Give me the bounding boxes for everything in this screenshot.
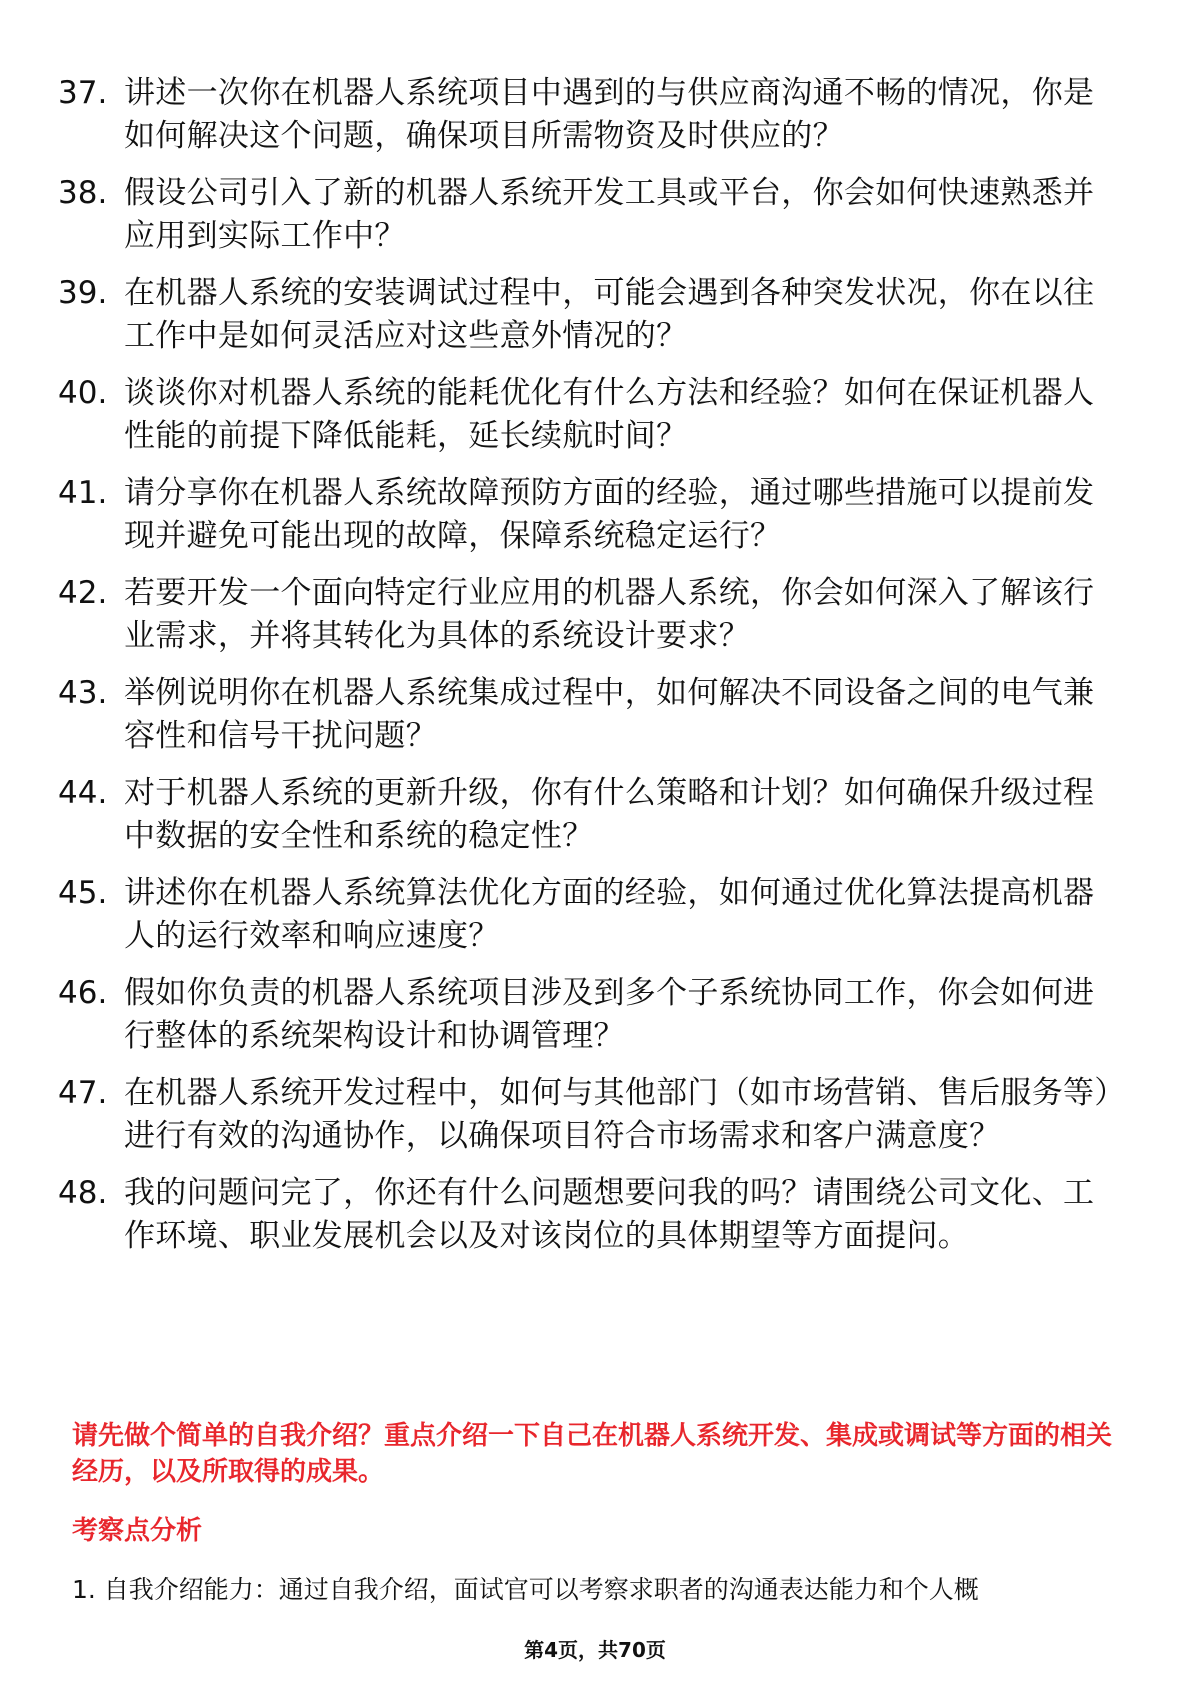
question-text: 假设公司引入了新的机器人系统开发工具或平台，你会如何快速熟悉并应用到实际工作中？: [124, 175, 1095, 254]
question-item: [58, 472, 1118, 558]
question-number: 45.: [58, 875, 108, 911]
question-text: 讲述你在机器人系统算法优化方面的经验，如何通过优化算法提高机器人的运行效率和响应速度？: [124, 875, 1095, 954]
question-text: 在机器人系统的安装调试过程中，可能会遇到各种突发状况，你在以往工作中是如何灵活应对这些意外情况的？: [124, 275, 1095, 354]
question-number: 47.: [58, 1075, 108, 1111]
question-text: 在机器人系统开发过程中，如何与其他部门（如市场营销、售后服务等）进行有效的沟通协作，以确保项目符合市场需求和客户满意度？: [124, 1075, 1111, 1154]
question-item: [58, 772, 1118, 858]
question-text: 若要开发一个面向特定行业应用的机器人系统，你会如何深入了解该行业需求，并将其转化为具体的系统设计要求？: [124, 575, 1095, 654]
question-number: 46.: [58, 975, 108, 1011]
question-item: [58, 1172, 1118, 1258]
highlight-question: 请先做个简单的自我介绍？重点介绍一下自己在机器人系统开发、集成或调试等方面的相关经历，以及所取得的成果。: [72, 1421, 1113, 1487]
question-text: 请分享你在机器人系统故障预防方面的经验，通过哪些措施可以提前发现并避免可能出现的故障，保障系统稳定运行？: [124, 475, 1095, 554]
question-text: 举例说明你在机器人系统集成过程中，如何解决不同设备之间的电气兼容性和信号干扰问题？: [124, 675, 1095, 754]
question-item: [58, 872, 1118, 958]
question-number: 43.: [58, 675, 108, 711]
section-title: 考察点分析: [72, 1516, 203, 1546]
question-number: 40.: [58, 375, 108, 411]
question-number: 39.: [58, 275, 108, 311]
question-item: [58, 272, 1118, 358]
question-number: 48.: [58, 1175, 108, 1211]
analysis-line: 1. 自我介绍能力：通过自我介绍，面试官可以考察求职者的沟通表达能力和个人概: [72, 1575, 979, 1604]
question-item: [58, 1072, 1118, 1158]
question-text: 假如你负责的机器人系统项目涉及到多个子系统协同工作，你会如何进行整体的系统架构设计和协调管理？: [124, 975, 1095, 1054]
question-item: [58, 72, 1118, 158]
question-number: 41.: [58, 475, 108, 511]
question-list: [58, 72, 1118, 1272]
question-item: [58, 672, 1118, 758]
question-number: 44.: [58, 775, 108, 811]
question-text: 我的问题问完了，你还有什么问题想要问我的吗？请围绕公司文化、工作环境、职业发展机会以及对该岗位的具体期望等方面提问。: [124, 1175, 1095, 1254]
question-item: [58, 572, 1118, 658]
question-text: 讲述一次你在机器人系统项目中遇到的与供应商沟通不畅的情况，你是如何解决这个问题，确保项目所需物资及时供应的？: [124, 75, 1095, 154]
page-footer: 第4页，共70页: [524, 1638, 666, 1662]
question-item: [58, 172, 1118, 258]
question-text: 对于机器人系统的更新升级，你有什么策略和计划？如何确保升级过程中数据的安全性和系统的稳定性？: [124, 775, 1095, 854]
question-text: 谈谈你对机器人系统的能耗优化有什么方法和经验？如何在保证机器人性能的前提下降低能耗，延长续航时间？: [124, 375, 1095, 454]
question-item: [58, 972, 1118, 1058]
question-item: [58, 372, 1118, 458]
question-number: 38.: [58, 175, 108, 211]
question-number: 37.: [58, 75, 108, 111]
question-number: 42.: [58, 575, 108, 611]
